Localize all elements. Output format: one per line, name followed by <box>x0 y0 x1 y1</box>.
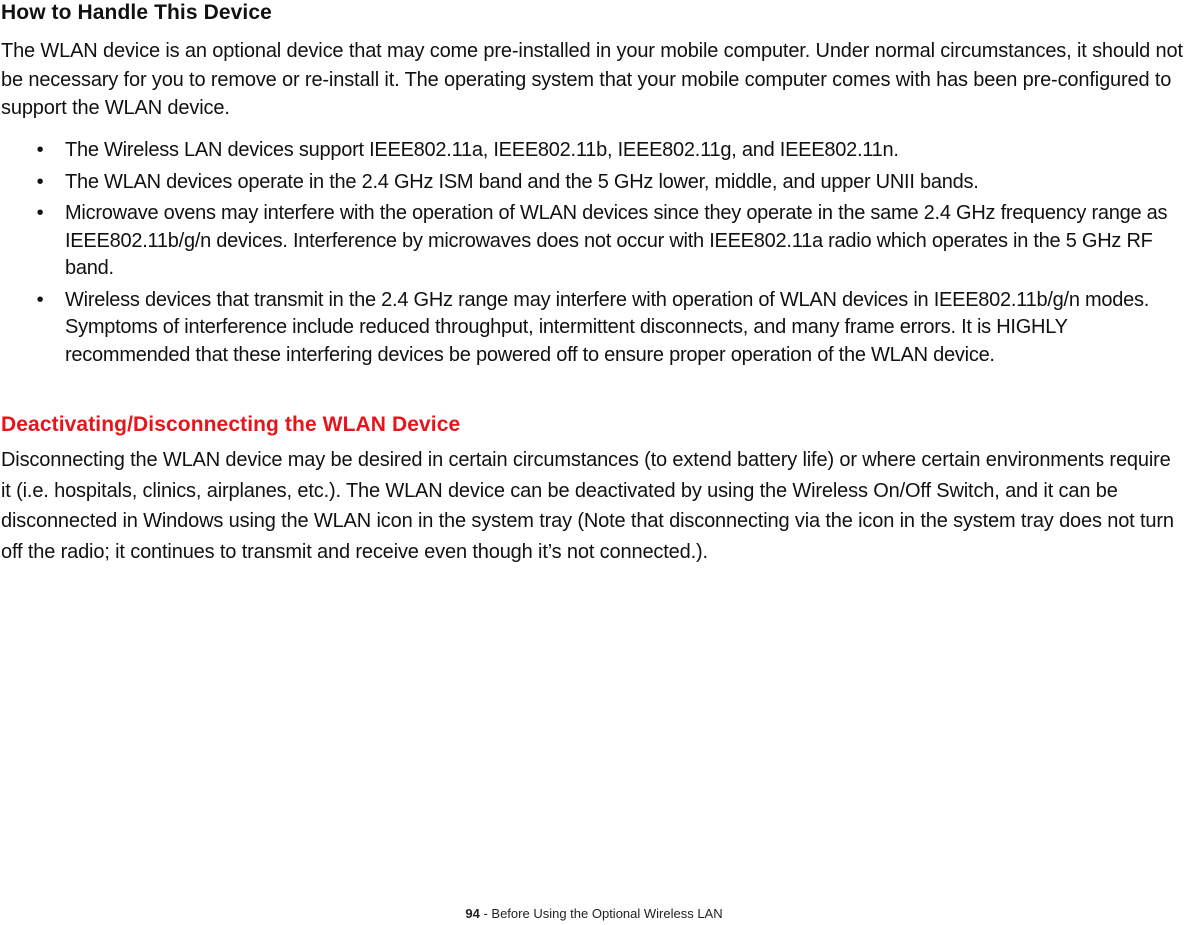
footer-section-title: Before Using the Optional Wireless LAN <box>491 906 723 921</box>
section-heading-handle-device: How to Handle This Device <box>1 1 272 24</box>
page-number: 94 <box>465 906 480 921</box>
footer-separator: - <box>479 906 492 921</box>
list-item <box>0 200 1188 283</box>
page-footer <box>0 905 1188 923</box>
bullet-list <box>0 137 1188 373</box>
list-item <box>0 287 1188 370</box>
list-item <box>0 137 1188 165</box>
bullet-icon: • <box>36 170 44 193</box>
list-item <box>0 169 1188 197</box>
intro-paragraph: The WLAN device is an optional device that may come pre-installed in your mobile computer. Under normal circumstances, it should not be necessary for you to remove or re-install it. The operating system that your mobile computer comes with has been pre-configured to support the WLAN device. <box>1 40 1183 119</box>
bullet-text: The Wireless LAN devices support IEEE802.11a, IEEE802.11b, IEEE802.11g, and IEEE802.11n. <box>65 139 899 161</box>
bullet-text: The WLAN devices operate in the 2.4 GHz ISM band and the 5 GHz lower, middle, and upper UNII bands. <box>65 170 979 193</box>
bullet-icon: • <box>36 202 44 224</box>
bullet-icon: • <box>36 139 44 161</box>
bullet-text: Microwave ovens may interfere with the operation of WLAN devices since they operate in the same 2.4 GHz frequency range as IEEE802.11b/g/n devices. Interference by microwaves does not occur with IEEE802.11a radio which operates in the 5 GHz RF band. <box>65 202 1168 279</box>
bullet-icon: • <box>36 288 44 311</box>
deactivating-paragraph: Disconnecting the WLAN device may be desired in certain circumstances (to extend battery life) or where certain environments require it (i.e. hospitals, clinics, airplanes, etc.). The WLAN device can be deactivated by using the Wireless On/Off Switch, and it can be disconnected in Windows using the WLAN icon in the system tray (Note that disconnecting via the icon in the system tray does not turn off the radio; it continues to transmit and receive even though it’s not connected.). <box>1 449 1174 563</box>
section-heading-deactivating: Deactivating/Disconnecting the WLAN Device <box>1 413 461 436</box>
bullet-text: Wireless devices that transmit in the 2.4 GHz range may interfere with operation of WLAN devices in IEEE802.11b/g/n modes. Symptoms of interference include reduced throughput, intermittent disconnects, and many frame errors. It is HIGHLY recommended that these interfering devices be powered off to ensure proper operation of the WLAN device. <box>65 288 1150 366</box>
